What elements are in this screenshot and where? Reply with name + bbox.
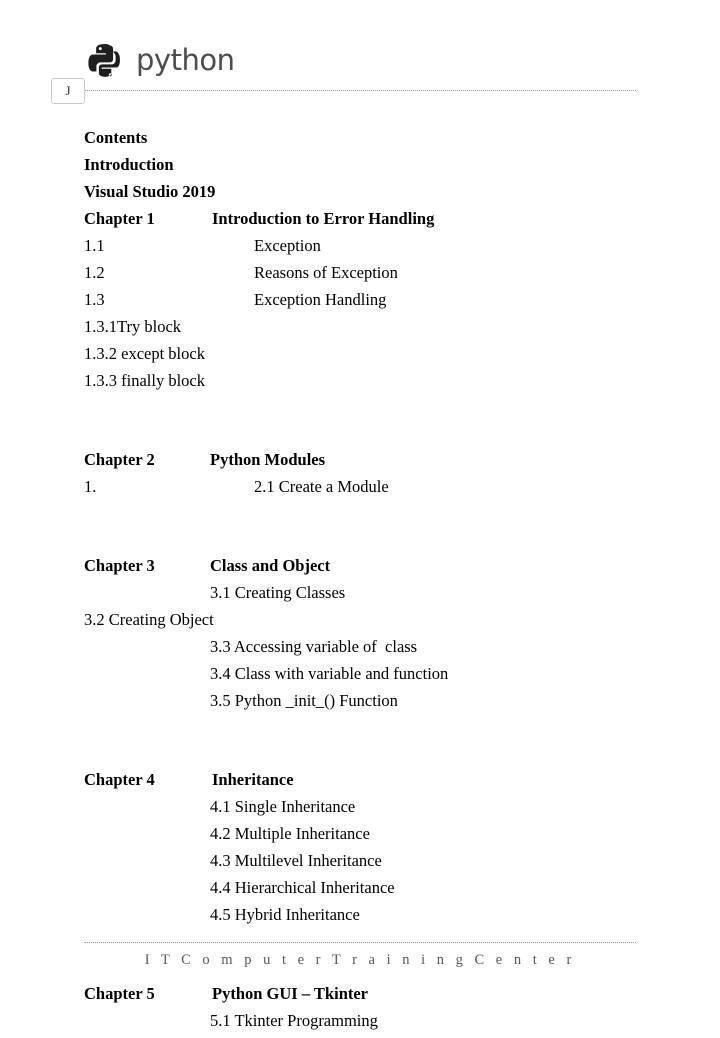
table-of-contents (84, 128, 644, 1038)
toc-line (84, 556, 644, 583)
toc-line (84, 637, 644, 664)
toc-entry-title: Exception (254, 236, 321, 255)
toc-entry-label: Chapter 1 (84, 209, 155, 228)
toc-entry-title: Class and Object (210, 556, 331, 575)
toc-line (84, 344, 644, 371)
toc-entry-label: Contents (84, 128, 148, 147)
toc-entry-label: 1.3.3 finally block (84, 371, 205, 390)
footer-text: I T C o m p u t e r T r a i n i n g C e n t e r (144, 952, 576, 968)
toc-line (84, 583, 644, 610)
toc-line (84, 984, 644, 1011)
toc-entry-title: Introduction to Error Handling (212, 209, 435, 228)
toc-entry-label: 1. (84, 477, 97, 496)
toc-line (84, 770, 644, 797)
toc-line (84, 155, 644, 182)
toc-entry-title: Python GUI – Tkinter (212, 984, 369, 1003)
document-header (65, 40, 636, 98)
toc-entry-label: Introduction (84, 155, 174, 174)
toc-line (84, 182, 644, 209)
toc-entry-title: 5.1 Tkinter Programming (210, 1011, 378, 1030)
toc-spacer (84, 398, 644, 450)
toc-entry-title: 3.4 Class with variable and function (210, 664, 449, 683)
toc-line (84, 1011, 644, 1038)
toc-entry-title: 3.3 Accessing variable of class (210, 637, 418, 656)
toc-line (84, 664, 644, 691)
toc-entry-label: Chapter 4 (84, 770, 155, 789)
toc-entry-title: Reasons of Exception (254, 263, 398, 282)
toc-entry-label: 1.3.2 except block (84, 344, 205, 363)
toc-entry-label: 1.3 (84, 290, 105, 309)
toc-line (84, 905, 644, 932)
toc-entry-title: 4.1 Single Inheritance (210, 797, 356, 816)
toc-line (84, 450, 644, 477)
toc-entry-label: Chapter 5 (84, 984, 155, 1003)
toc-entry-title: 4.4 Hierarchical Inheritance (210, 878, 395, 897)
toc-entry-label: 3.2 Creating Object (84, 610, 214, 629)
toc-entry-title: Exception Handling (254, 290, 387, 309)
toc-entry-title: 4.5 Hybrid Inheritance (210, 905, 360, 924)
toc-entry-label: 1.2 (84, 263, 105, 282)
toc-entry-label: Chapter 3 (84, 556, 155, 575)
toc-entry-title: 3.1 Creating Classes (210, 583, 346, 602)
toc-entry-title: Python Modules (210, 450, 326, 469)
toc-entry-title: 3.5 Python _init_() Function (210, 691, 398, 710)
toc-spacer (84, 504, 644, 556)
toc-line (84, 317, 644, 344)
toc-line (84, 851, 644, 878)
toc-entry-label: Chapter 2 (84, 450, 155, 469)
footer-divider (84, 942, 636, 943)
toc-line (84, 209, 644, 236)
toc-line (84, 371, 644, 398)
toc-line (84, 477, 644, 504)
toc-entry-title: 4.2 Multiple Inheritance (210, 824, 370, 843)
python-logo-icon (84, 40, 128, 84)
toc-line (84, 691, 644, 718)
header-divider (84, 90, 636, 91)
page-marker-badge: J (51, 78, 85, 104)
python-logo (84, 40, 234, 84)
toc-entry-label: Visual Studio 2019 (84, 182, 216, 201)
toc-spacer (84, 718, 644, 770)
toc-line (84, 263, 644, 290)
toc-entry-title: 2.1 Create a Module (254, 477, 389, 496)
toc-entry-title: 4.3 Multilevel Inheritance (210, 851, 382, 870)
toc-entry-label: 1.1 (84, 236, 105, 255)
toc-line (84, 824, 644, 851)
toc-entry-label: 1.3.1Try block (84, 317, 182, 336)
toc-line (84, 878, 644, 905)
toc-line (84, 797, 644, 824)
toc-line (84, 290, 644, 317)
toc-line (84, 610, 644, 637)
toc-entry-title: Inheritance (212, 770, 294, 789)
toc-line (84, 128, 644, 155)
python-brand-text: python (136, 42, 235, 77)
toc-line (84, 236, 644, 263)
